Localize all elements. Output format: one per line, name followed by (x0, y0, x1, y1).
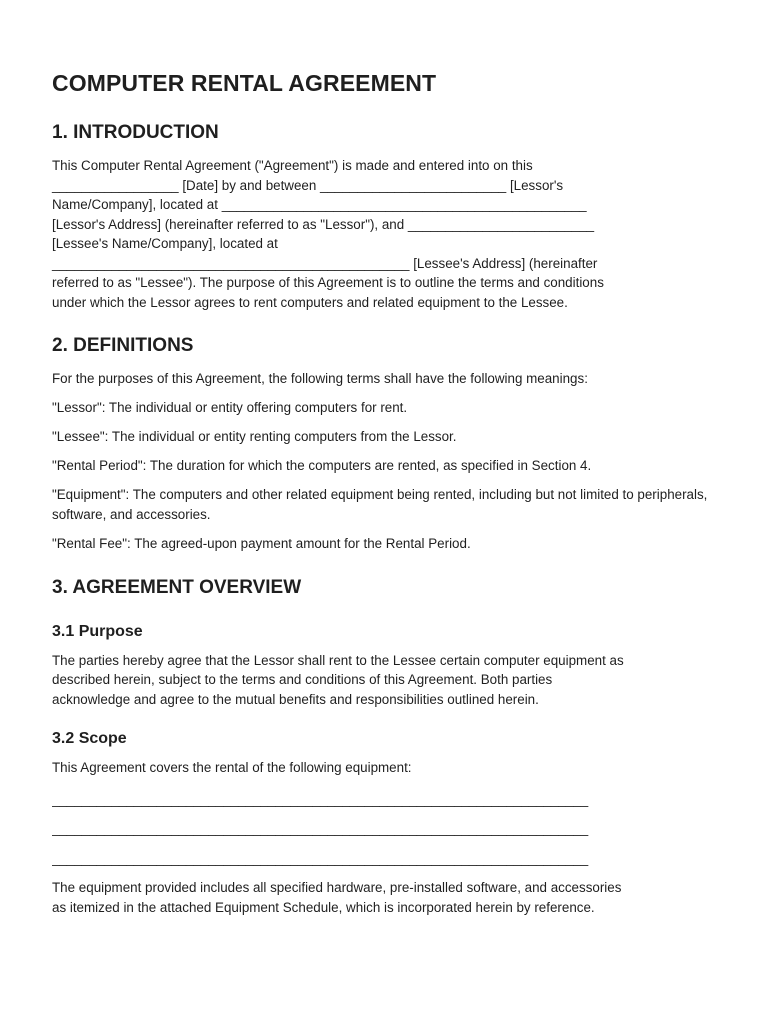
scope-closing-paragraph (52, 878, 732, 917)
introduction-heading: 1. INTRODUCTION (52, 122, 219, 143)
scope-heading: 3.2 Scope (52, 730, 127, 747)
intro-line: Name/Company], located at _________________________________________________ (52, 197, 587, 212)
overview-section (52, 575, 732, 918)
definitions-heading: 2. DEFINITIONS (52, 335, 194, 356)
intro-line: This Computer Rental Agreement ("Agreement") is made and entered into on this (52, 158, 533, 173)
purpose-heading: 3.1 Purpose (52, 622, 143, 640)
introduction-paragraph (52, 156, 732, 312)
purpose-line: described herein, subject to the terms and conditions of this Agreement. Both parties (52, 672, 553, 687)
intro-line: [Lessor's Address] (hereinafter referred to as "Lessor"), and _________________________ (52, 216, 595, 232)
scope-closing-line: The equipment provided includes all specified hardware, pre-installed software, and accessories (52, 880, 622, 895)
intro-line: [Lessee's Name/Company], located at (52, 236, 278, 251)
intro-line: _________________ [Date] by and between _________________________ [Lessor's (52, 177, 564, 193)
purpose-line: acknowledge and agree to the mutual benefits and responsibilities outlined herein. (52, 691, 539, 707)
definition-item: "Equipment": The computers and other related equipment being rented, including but not limited to peripherals, software, and accessories. (52, 487, 708, 522)
definition-item: "Rental Period": The duration for which the computers are rented, as specified in Section 4. (52, 458, 592, 473)
document-page (52, 68, 732, 917)
equipment-blank-line: ________________________________________________________________________ (52, 791, 589, 807)
intro-line: ________________________________________________ [Lessee's Address] (hereinafter (52, 255, 598, 271)
definition-item: "Lessor": The individual or entity offering computers for rent. (52, 400, 408, 415)
introduction-section (52, 120, 732, 312)
definitions-intro: For the purposes of this Agreement, the following terms shall have the following meanings: (52, 371, 588, 386)
intro-line: under which the Lessor agrees to rent computers and related equipment to the Lessee. (52, 294, 568, 310)
scope-intro: This Agreement covers the rental of the following equipment: (52, 760, 412, 775)
purpose-line: The parties hereby agree that the Lessor shall rent to the Lessee certain computer equipment as (52, 652, 624, 668)
document-title: COMPUTER RENTAL AGREEMENT (52, 70, 437, 96)
scope-closing-line: as itemized in the attached Equipment Schedule, which is incorporated herein by reference. (52, 899, 595, 915)
equipment-blank-line: ________________________________________________________________________ (52, 821, 589, 836)
definition-item: "Lessee": The individual or entity renting computers from the Lessor. (52, 429, 457, 444)
overview-heading: 3. AGREEMENT OVERVIEW (52, 576, 302, 598)
purpose-paragraph (52, 651, 732, 710)
definition-item: "Rental Fee": The agreed-upon payment amount for the Rental Period. (52, 535, 471, 551)
equipment-blank-line: ________________________________________________________________________ (52, 850, 589, 866)
definitions-section (52, 333, 732, 553)
intro-line: referred to as "Lessee"). The purpose of this Agreement is to outline the terms and conditions (52, 275, 604, 290)
